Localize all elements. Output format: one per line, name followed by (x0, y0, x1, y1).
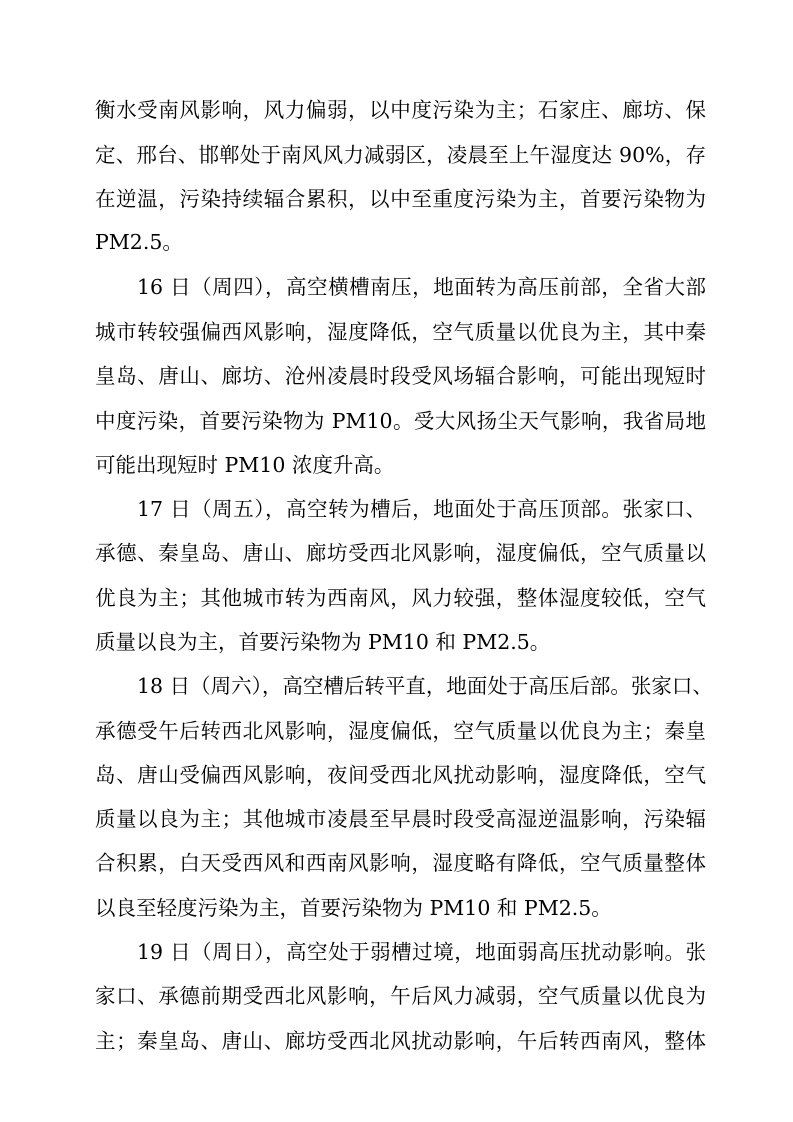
text-line: 质量以良为主；其他城市凌晨至早晨时段受高湿逆温影响，污染辐 (95, 807, 706, 831)
text-line: 主；秦皇岛、唐山、廊坊受西北风扰动影响，午后转西南风，整体 (95, 1029, 706, 1053)
text-line: 16 日（周四），高空横槽南压，地面转为高压前部，全省大部 (137, 275, 706, 299)
text-line: 岛、唐山受偏西风影响，夜间受西北风扰动影响，湿度降低，空气 (95, 763, 706, 787)
text-line: 以良至轻度污染为主，首要污染物为 PM10 和 PM2.5。 (95, 896, 612, 920)
text-line: 17 日（周五），高空转为槽后，地面处于高压顶部。张家口、 (137, 497, 706, 521)
text-line: 承德、秦皇岛、唐山、廊坊受西北风影响，湿度偏低，空气质量以 (95, 541, 706, 565)
text-line: 18 日（周六），高空槽后转平直，地面处于高压后部。张家口、 (137, 674, 713, 698)
text-line: 优良为主；其他城市转为西南风，风力较强，整体湿度较低，空气 (95, 586, 706, 610)
text-line: 衡水受南风影响，风力偏弱，以中度污染为主；石家庄、廊坊、保 (95, 98, 706, 122)
text-line: 质量以良为主，首要污染物为 PM10 和 PM2.5。 (95, 630, 551, 654)
text-line: 承德受午后转西北风影响，湿度偏低，空气质量以优良为主；秦皇 (95, 719, 706, 743)
text-line: PM2.5。 (95, 230, 183, 254)
text-line: 在逆温，污染持续辐合累积，以中至重度污染为主，首要污染物为 (95, 187, 706, 211)
text-line: 定、邢台、邯郸处于南风风力减弱区，凌晨至上午湿度达 90%，存 (95, 143, 706, 167)
text-line: 中度污染，首要污染物为 PM10。受大风扬尘天气影响，我省局地 (95, 409, 706, 433)
text-line: 19 日（周日），高空处于弱槽过境，地面弱高压扰动影响。张 (137, 940, 706, 964)
text-line: 家口、承德前期受西北风影响，午后风力减弱，空气质量以优良为 (95, 984, 706, 1008)
text-line: 可能出现短时 PM10 浓度升高。 (95, 453, 395, 477)
text-line: 合积累，白天受西风和西南风影响，湿度略有降低，空气质量整体 (95, 851, 706, 875)
text-line: 城市转较强偏西风影响，湿度降低，空气质量以优良为主，其中秦 (95, 320, 706, 344)
text-line: 皇岛、唐山、廊坊、沧州凌晨时段受风场辐合影响，可能出现短时 (95, 364, 706, 388)
